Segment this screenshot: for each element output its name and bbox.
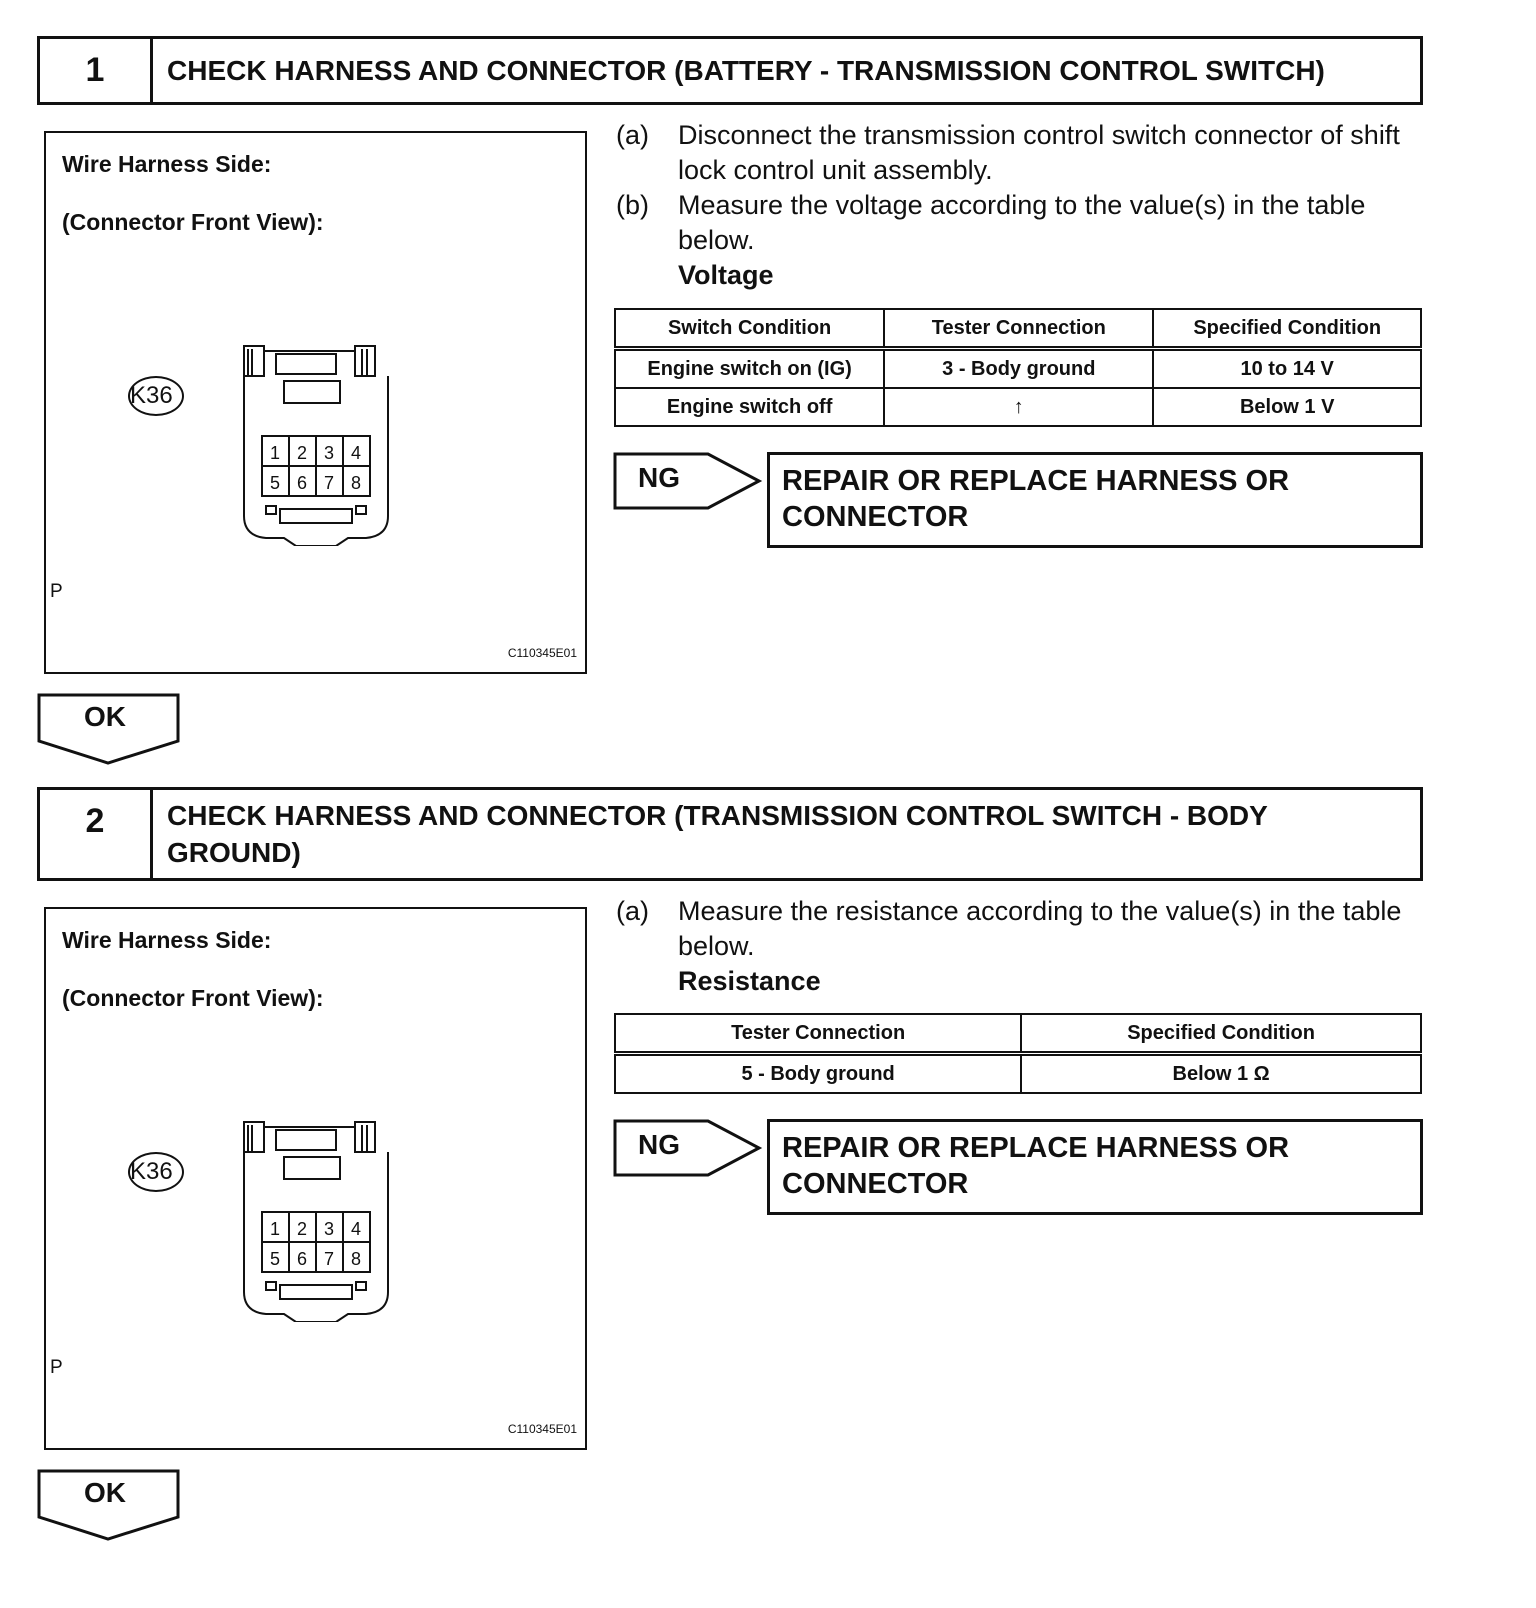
table-header: Specified Condition	[1153, 309, 1421, 349]
illustration-label-side: Wire Harness Side:	[62, 927, 272, 953]
step-2-header	[37, 787, 1423, 881]
voltage-table	[614, 308, 1422, 427]
ok-arrow	[36, 693, 182, 763]
instruction-tag: (b)	[616, 190, 649, 220]
pin-2: 2	[296, 1219, 308, 1239]
ng-label: NG	[638, 1129, 680, 1160]
instruction-item	[616, 188, 1426, 258]
instruction-text: Measure the resistance according to the value(s) in the table below.	[678, 896, 1402, 961]
pin-5: 5	[269, 473, 281, 493]
ng-arrow	[613, 1119, 763, 1177]
table-cell: 5 - Body ground	[615, 1054, 1021, 1094]
resistance-table	[614, 1013, 1422, 1094]
table-title: Voltage	[678, 260, 774, 290]
table-header-row	[615, 309, 1421, 349]
step-title: CHECK HARNESS AND CONNECTOR (TRANSMISSION CONTROL SWITCH - BODY GROUND)	[167, 800, 1268, 868]
table-cell: Below 1 V	[1153, 388, 1421, 426]
pin-3: 3	[323, 1219, 335, 1239]
pin-2: 2	[296, 443, 308, 463]
pin-5: 5	[269, 1249, 281, 1269]
instruction-item	[616, 118, 1426, 188]
pin-4: 4	[350, 443, 362, 463]
connector-drawing	[236, 1117, 396, 1322]
pin-1: 1	[269, 1219, 281, 1239]
illustration-label-view: (Connector Front View):	[62, 209, 324, 235]
ok-arrow	[36, 1469, 182, 1539]
repair-action-box: REPAIR OR REPLACE HARNESS OR CONNECTOR	[767, 452, 1423, 548]
ng-arrow-shape	[613, 1119, 763, 1177]
ng-label: NG	[638, 462, 680, 493]
table-header: Switch Condition	[615, 309, 884, 349]
illustration-code: C110345E01	[507, 646, 577, 660]
p-mark: P	[50, 1357, 63, 1378]
connector-drawing	[236, 341, 396, 546]
connector-illustration	[44, 131, 587, 674]
illustration-label-view: (Connector Front View):	[62, 985, 324, 1011]
ok-label: OK	[84, 701, 126, 732]
pin-3: 3	[323, 443, 335, 463]
step-number: 1	[40, 39, 153, 102]
repair-action-box: REPAIR OR REPLACE HARNESS OR CONNECTOR	[767, 1119, 1423, 1215]
instruction-tag: (a)	[616, 896, 649, 926]
table-cell: 10 to 14 V	[1153, 349, 1421, 389]
pin-7: 7	[323, 1249, 335, 1269]
pin-1: 1	[269, 443, 281, 463]
ng-arrow	[613, 452, 763, 510]
table-cell: ↑	[884, 388, 1153, 426]
table-header: Tester Connection	[615, 1014, 1021, 1054]
table-cell: Engine switch on (IG)	[615, 349, 884, 389]
step-number: 2	[40, 790, 153, 878]
ok-label: OK	[84, 1477, 126, 1508]
instruction-text: Measure the voltage according to the value(s) in the table below.	[678, 190, 1366, 255]
table-header-row	[615, 1014, 1421, 1054]
pin-7: 7	[323, 473, 335, 493]
table-cell: Engine switch off	[615, 388, 884, 426]
pin-6: 6	[296, 1249, 308, 1269]
table-cell: Below 1 Ω	[1021, 1054, 1421, 1094]
pin-8: 8	[350, 473, 362, 493]
instruction-list	[616, 894, 1426, 999]
instruction-item	[616, 894, 1426, 964]
table-header: Tester Connection	[884, 309, 1153, 349]
table-row	[615, 1054, 1421, 1094]
table-cell: 3 - Body ground	[884, 349, 1153, 389]
table-row	[615, 388, 1421, 426]
connector-ref-label: K36	[130, 1158, 173, 1185]
table-row	[615, 349, 1421, 389]
connector-ref-label: K36	[130, 382, 173, 409]
illustration-code: C110345E01	[507, 1422, 577, 1436]
ng-arrow-shape	[613, 452, 763, 510]
step-1-header	[37, 36, 1423, 105]
table-title: Resistance	[678, 966, 821, 996]
pin-6: 6	[296, 473, 308, 493]
p-mark: P	[50, 581, 63, 602]
pin-4: 4	[350, 1219, 362, 1239]
step-title: CHECK HARNESS AND CONNECTOR (BATTERY - TRANSMISSION CONTROL SWITCH)	[167, 55, 1325, 86]
illustration-label-side: Wire Harness Side:	[62, 151, 272, 177]
pin-8: 8	[350, 1249, 362, 1269]
instruction-tag: (a)	[616, 120, 649, 150]
instruction-list	[616, 118, 1426, 293]
connector-illustration	[44, 907, 587, 1450]
instruction-text: Disconnect the transmission control switch connector of shift lock control unit assembly.	[678, 120, 1400, 185]
table-header: Specified Condition	[1021, 1014, 1421, 1054]
